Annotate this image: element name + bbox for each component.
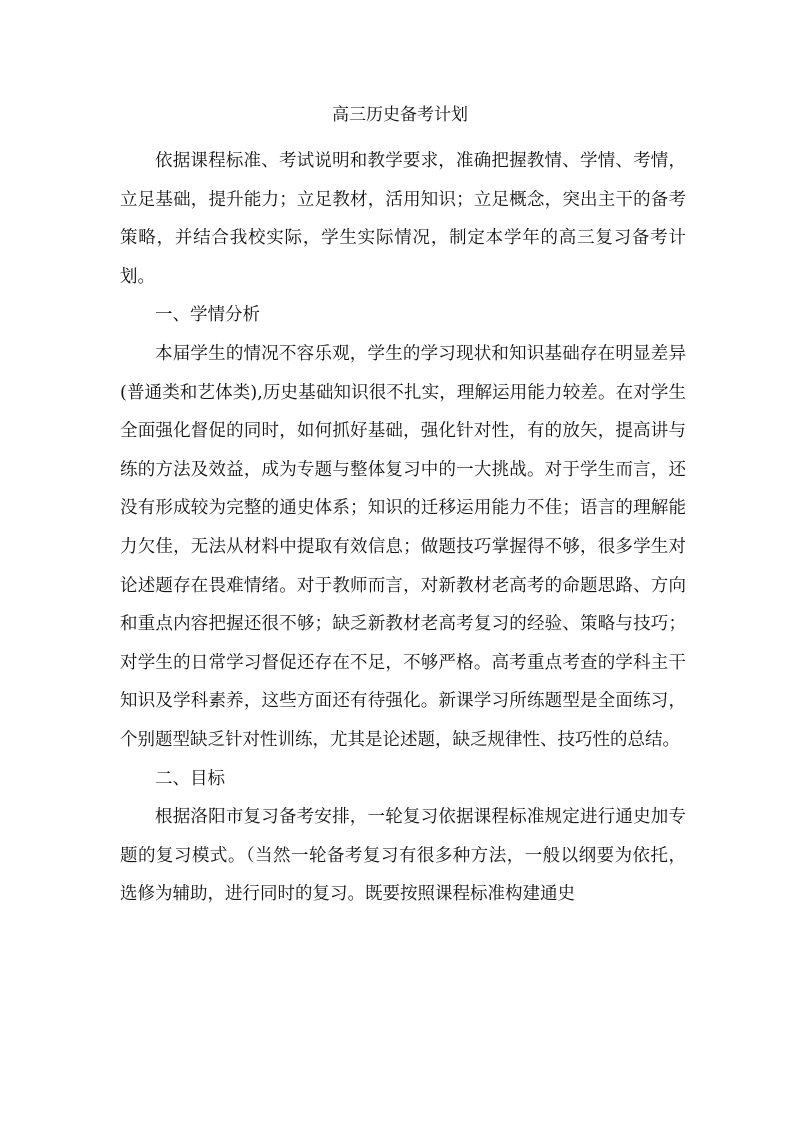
document-body [120, 142, 686, 914]
section-heading-goals: 二、目标 [155, 768, 225, 789]
intro-paragraph: 依据课程标准、考试说明和教学要求，准确把握教情、学情、考情，立足基础，提升能力；立足教材，活用知识；立足概念，突出主干的备考策略，并结合我校实际，学生实际情况，制定本学年的高三复习备考计划。 [120, 151, 686, 287]
goals-paragraph: 根据洛阳市复习备考安排，一轮复习依据课程标准规定进行通史加专题的复习模式。（当然一轮备考复习有很多种方法，一般以纲要为依托，选修为辅助，进行同时的复习。既要按照课程标准构建通史 [120, 807, 686, 905]
student-analysis-paragraph: 本届学生的情况不容乐观，学生的学习现状和知识基础存在明显差异(普通类和艺体类),历史基础知识很不扎实，理解运用能力较差。在对学生全面强化督促的同时，如何抓好基础，强化针对性，有的放矢，提高讲与练的方法及效益，成为专题与整体复习中的一大挑战。对于学生而言，还没有形成较为完整的通史体系；知识的迁移运用能力不佳；语言的理解能力欠佳，无法从材料中提取有效信息；做题技巧掌握得不够，很多学生对论述题存在畏难情绪。对于教师而言，对新教材老高考的命题思路、方向和重点内容把握还很不够；缺乏新教材老高考复习的经验、策略与技巧；对学生的日常学习督促还存在不足，不够严格。高考重点考查的学科主干知识及学科素养，这些方面还有待强化。新课学习所练题型是全面练习，个别题型缺乏针对性训练，尤其是论述题，缺乏规律性、技巧性的总结。 [120, 343, 686, 750]
document-title: 高三历史备考计划 [332, 105, 468, 125]
section-heading-student-analysis: 一、学情分析 [155, 305, 260, 326]
